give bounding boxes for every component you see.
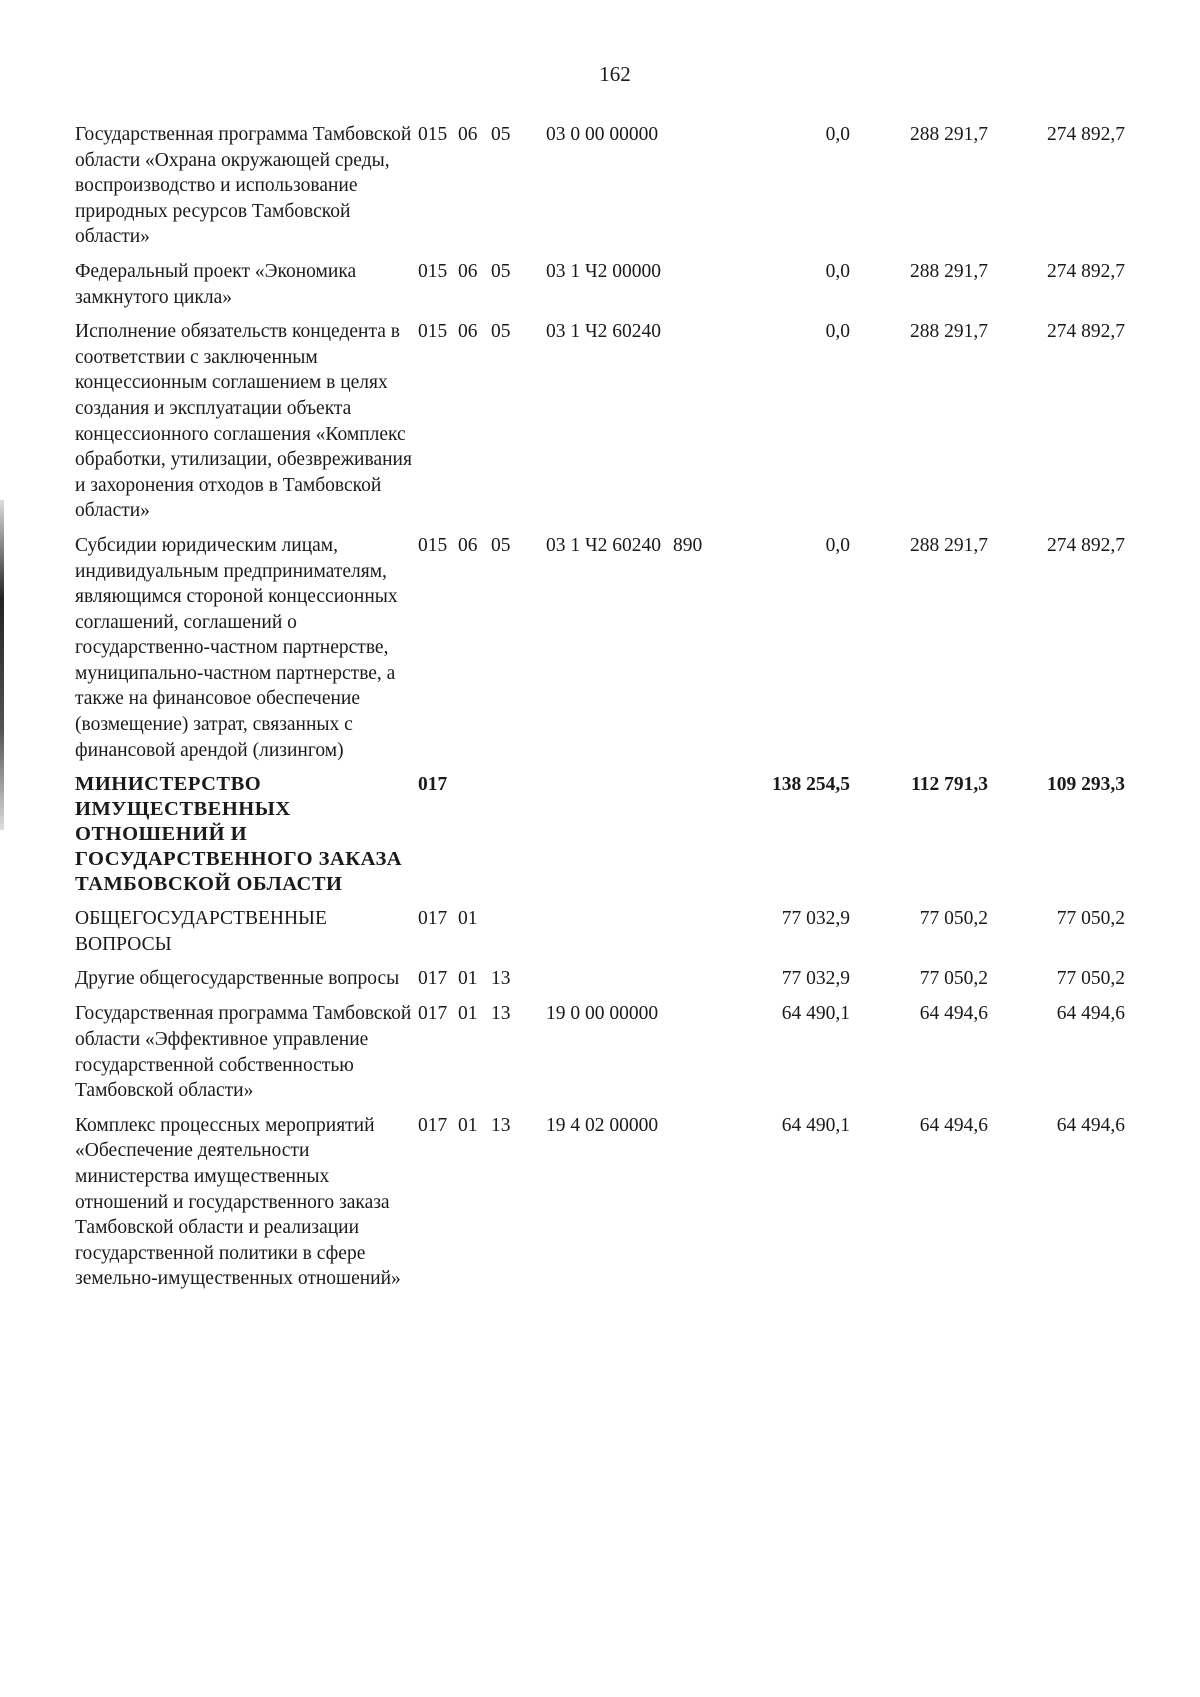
rz-code: 06 (458, 260, 478, 282)
table-row (75, 906, 1170, 957)
rz-code: 06 (458, 124, 478, 145)
sum-year-1: 64 490,1 (781, 1114, 850, 1136)
table-row (75, 533, 1170, 763)
row-name: ОБЩЕГОСУДАРСТВЕННЫЕ ВОПРОСЫ (75, 908, 327, 955)
rz-code: 06 (458, 534, 478, 556)
pr-code: 05 (491, 321, 511, 343)
sum-year-3: 77 050,2 (1056, 908, 1125, 930)
row-name: Исполнение обязательств концедента в соответствии с заключенным концессионным соглашением в целях создания и эксплуатации объекта концессионного соглашения «Комплекс обработки, утилизации, обезвреживания и захоронения отходов в Тамбовской области» (75, 321, 412, 522)
page-number: 162 (599, 62, 631, 86)
sum-year-2: 77 050,2 (919, 968, 988, 990)
sum-year-3: 274 892,7 (1047, 534, 1125, 556)
ved-code: 017 (418, 774, 448, 796)
table-row (75, 1113, 1170, 1292)
rz-code: 01 (458, 908, 478, 930)
sum-year-3: 274 892,7 (1047, 321, 1125, 343)
sum-year-1: 0,0 (825, 534, 850, 556)
sum-year-2: 64 494,6 (919, 1114, 988, 1136)
row-name: Другие общегосударственные вопросы (75, 968, 400, 990)
rz-code: 06 (458, 321, 478, 343)
csr-code: 03 1 Ч2 60240 (546, 321, 662, 343)
csr-code: 03 0 00 00000 (546, 124, 659, 145)
sum-year-2: 288 291,7 (910, 534, 988, 556)
ved-code: 017 (418, 1003, 448, 1025)
csr-code: 19 4 02 00000 (546, 1114, 659, 1136)
row-name: Субсидии юридическим лицам, индивидуальным предпринимателям, являющимся стороной концессионных соглашений, соглашений о государственно-частном партнерстве, муниципально-частном партнерстве, а также на финансовое обеспечение (возмещение) затрат, связанных с финансовой арендой (лизингом) (75, 534, 398, 761)
table-row (75, 259, 1170, 310)
ved-code: 015 (418, 321, 448, 343)
pr-code: 05 (491, 260, 511, 282)
sum-year-1: 77 032,9 (781, 968, 850, 990)
budget-table (75, 122, 1170, 1301)
csr-code: 03 1 Ч2 00000 (546, 260, 662, 282)
sum-year-2: 112 791,3 (911, 774, 988, 796)
row-name: МИНИСТЕРСТВО ИМУЩЕСТВЕННЫХ ОТНОШЕНИЙ И ГОСУДАРСТВЕННОГО ЗАКАЗА ТАМБОВСКОЙ ОБЛАСТИ (75, 773, 403, 896)
row-name: Государственная программа Тамбовской области «Эффективное управление государственной собственностью Тамбовской области» (75, 1003, 412, 1102)
row-name: Комплекс процессных мероприятий «Обеспечение деятельности министерства имущественных отношений и государственного заказа Тамбовской области и реализации государственной политики в сфере земельно-имущественных отношений» (75, 1114, 401, 1290)
table-row (75, 122, 1170, 250)
sum-year-3: 274 892,7 (1047, 124, 1125, 145)
pr-code: 13 (491, 1114, 511, 1136)
pr-code: 13 (491, 968, 511, 990)
table-row (75, 319, 1170, 524)
sum-year-3: 109 293,3 (1047, 774, 1125, 796)
sum-year-1: 77 032,9 (781, 908, 850, 930)
rz-code: 01 (458, 968, 478, 990)
sum-year-3: 77 050,2 (1056, 968, 1125, 990)
sum-year-3: 64 494,6 (1056, 1114, 1125, 1136)
vr-code: 890 (673, 534, 703, 556)
sum-year-1: 138 254,5 (772, 774, 850, 796)
ved-code: 015 (418, 124, 448, 145)
sum-year-2: 77 050,2 (919, 908, 988, 930)
ved-code: 017 (418, 1114, 448, 1136)
pr-code: 13 (491, 1003, 511, 1025)
row-name: Государственная программа Тамбовской области «Охрана окружающей среды, воспроизводство и использование природных ресурсов Тамбовской области» (75, 124, 412, 248)
sum-year-2: 64 494,6 (919, 1003, 988, 1025)
sum-year-2: 288 291,7 (910, 260, 988, 282)
ved-code: 017 (418, 968, 448, 990)
ved-code: 015 (418, 260, 448, 282)
sum-year-2: 288 291,7 (910, 124, 988, 145)
sum-year-1: 0,0 (825, 260, 850, 282)
sum-year-1: 64 490,1 (781, 1003, 850, 1025)
rz-code: 01 (458, 1003, 478, 1025)
row-name: Федеральный проект «Экономика замкнутого цикла» (75, 260, 357, 308)
rz-code: 01 (458, 1114, 478, 1136)
table-row (75, 966, 1170, 992)
sum-year-1: 0,0 (825, 321, 850, 343)
ved-code: 017 (418, 908, 448, 930)
pr-code: 05 (491, 124, 511, 145)
csr-code: 19 0 00 00000 (546, 1003, 659, 1025)
pr-code: 05 (491, 534, 511, 556)
table-row-ministry (75, 772, 1170, 897)
ved-code: 015 (418, 534, 448, 556)
sum-year-2: 288 291,7 (910, 321, 988, 343)
scan-edge-artifact (0, 500, 4, 830)
csr-code: 03 1 Ч2 60240 (546, 534, 662, 556)
sum-year-1: 0,0 (825, 124, 850, 145)
sum-year-3: 274 892,7 (1047, 260, 1125, 282)
table-row (75, 1001, 1170, 1103)
sum-year-3: 64 494,6 (1056, 1003, 1125, 1025)
